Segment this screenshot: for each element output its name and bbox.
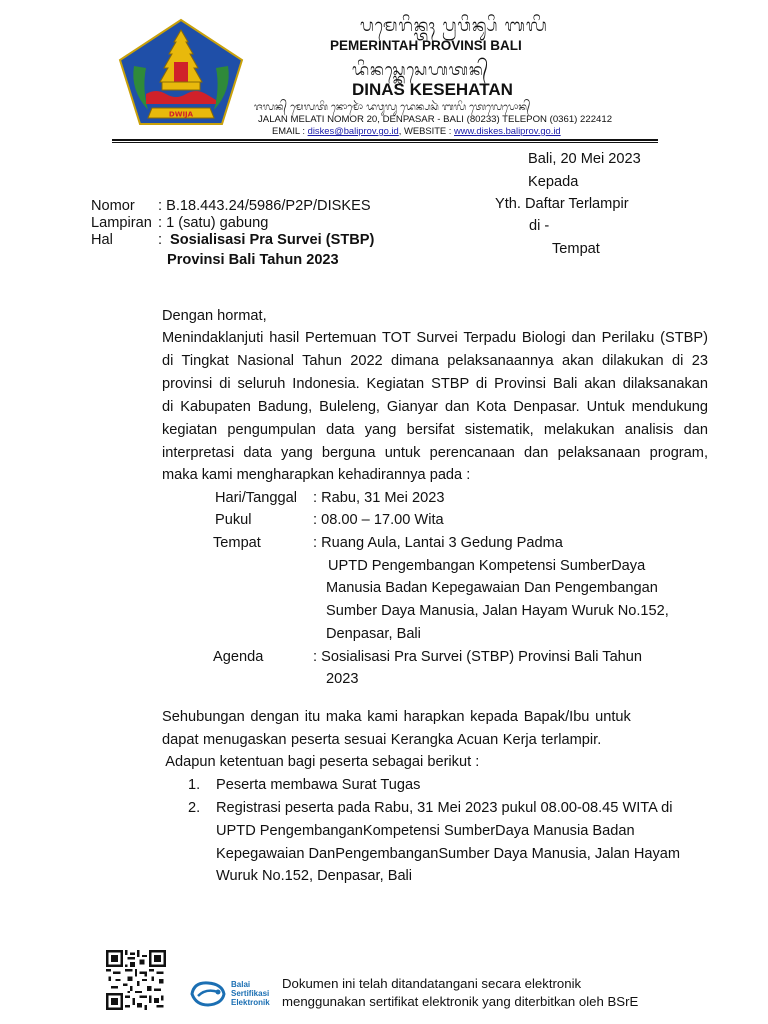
schedule-place-line: Manusia Badan Kepegawaian Dan Pengembangan xyxy=(326,580,658,596)
bsre-logo-icon xyxy=(188,980,228,1008)
schedule-day-value: : Rabu, 31 Mei 2023 xyxy=(313,490,445,506)
letter-date: Bali, 20 Mei 2023 xyxy=(528,151,641,167)
letterhead-divider-thick xyxy=(112,139,658,141)
nomor-label: Nomor xyxy=(91,198,135,214)
schedule-time-label: Pukul xyxy=(215,512,252,528)
body-paragraph-line: maka kami mengharapkan kehadirannya pada : xyxy=(162,467,471,483)
schedule-place-line: : Ruang Aula, Lantai 3 Gedung Padma xyxy=(313,535,563,551)
schedule-agenda-line: : Sosialisasi Pra Survei (STBP) Provinsi Bali Tahun xyxy=(313,649,643,665)
recipient-di: di - xyxy=(529,218,550,234)
list-item-line: Kepegawaian DanPengembanganSumber Daya Manusia, Jalan Hayam xyxy=(216,846,681,862)
schedule-agenda-line: 2023 xyxy=(326,671,359,687)
recipient-kepada: Kepada xyxy=(528,174,579,190)
lampiran-label: Lampiran xyxy=(91,215,152,231)
qr-code-icon xyxy=(106,950,166,1010)
schedule-agenda-label: Agenda xyxy=(213,649,264,665)
body-paragraph-line: di Tingkat Nasional Tahun 2022 dimana pelaksanaannya akan dilakukan di 23 xyxy=(162,353,708,369)
website-label: , WEBSITE : xyxy=(398,125,454,136)
bsre-line: Sertifikasi xyxy=(231,989,270,998)
schedule-place-line: UPTD Pengembangan Kompetensi SumberDaya xyxy=(328,558,646,574)
closing-paragraph-line: Adapun ketentuan bagi peserta sebagai berikut : xyxy=(162,754,480,770)
recipient-place: Tempat xyxy=(552,241,600,257)
schedule-place-line: Denpasar, Bali xyxy=(326,626,421,642)
lampiran-value: : 1 (satu) gabung xyxy=(158,215,269,231)
e-signature-notice-line1: Dokumen ini telah ditandatangani secara elektronik xyxy=(282,976,582,991)
list-item-line: UPTD PengembanganKompetensi SumberDaya Manusia Badan xyxy=(216,823,635,839)
balinese-script-government: ᬧᬫᬾᬭᬶᬦ᭄ᬢᬄ ᬧ᭄ᬭᬯᬶᬦ᭄ᬲᬶ ᬩᬮᬶ xyxy=(360,16,548,36)
balinese-script-address: ᬚᬮᬦ᭄ ᬫᬾᬮᬢᬶ ᬦᭀᬫᭀᬃ ᬤᬯᬸᬮᬸ ᬤᬾᬦ᭄ᬧᬲᬃ ᬩᬮᬶ ᬢᬾᬮᬾᬧᭀᬦ᭄ xyxy=(254,102,531,113)
list-item-number: 2. xyxy=(188,800,201,816)
list-item-number: 1. xyxy=(188,777,201,793)
schedule-place-line: Sumber Daya Manusia, Jalan Hayam Wuruk No.152, xyxy=(326,603,669,619)
list-item-line: Registrasi peserta pada Rabu, 31 Mei 2023 pukul 08.00-08.45 WITA di xyxy=(216,800,673,816)
website-link[interactable]: www.diskes.baliprov.go.id xyxy=(454,125,561,136)
government-name: PEMERINTAH PROVINSI BALI xyxy=(330,38,522,53)
office-name: DINAS KESEHATAN xyxy=(352,80,513,99)
list-item-line: Wuruk No.152, Denpasar, Bali xyxy=(216,868,413,884)
balinese-script-office: ᬤᬶᬦᬲ᭄ᬓᬾᬲᬾᬳᬢᬦ᭄ xyxy=(352,60,490,79)
email-link[interactable]: diskes@baliprov.go.id xyxy=(307,125,399,136)
body-paragraph-line: provinsi di seluruh Indonesia. Kegiatan STBP di Provinsi Bali akan dilaksanakan xyxy=(162,376,708,392)
schedule-day-label: Hari/Tanggal xyxy=(215,490,297,506)
email-label: EMAIL : xyxy=(272,125,308,136)
nomor-value: : B.18.443.24/5986/P2P/DISKES xyxy=(158,198,371,214)
hal-subject-line1: Sosialisasi Pra Survei (STBP) xyxy=(170,232,375,248)
body-paragraph-line: Menindaklanjuti hasil Pertemuan TOT Survei Terpadu Biologi dan Perilaku (STBP) xyxy=(162,330,708,346)
body-paragraph-line: di Kabupaten Badung, Buleleng, Gianyar dan Kota Denpasar. Untuk mendukung xyxy=(162,399,708,415)
contact-line xyxy=(272,125,561,136)
letterhead-divider-thin xyxy=(112,142,658,143)
greeting: Dengan hormat, xyxy=(162,308,267,324)
hal-subject-line2: Provinsi Bali Tahun 2023 xyxy=(167,252,339,268)
list-item-line: Peserta membawa Surat Tugas xyxy=(216,777,421,793)
body-paragraph-line: kegiatan pengumpulan data yang bersifat sistematik, melakukan analisis dan xyxy=(162,422,708,438)
schedule-place-label: Tempat xyxy=(213,535,261,551)
bsre-line: Balai xyxy=(231,980,251,989)
hal-label: Hal xyxy=(91,232,113,248)
office-address: JALAN MELATI NOMOR 20, DENPASAR - BALI (80233) TELEPON (0361) 222412 xyxy=(258,114,613,125)
e-signature-notice-line2: menggunakan sertifikat elektronik yang diterbitkan oleh BSrE xyxy=(282,994,639,1009)
closing-paragraph-line: dapat menugaskan peserta sesuai Kerangka Acuan Kerja terlampir. xyxy=(162,732,602,748)
hal-colon: : xyxy=(158,232,163,248)
bali-province-emblem xyxy=(116,18,246,128)
closing-paragraph-line: Sehubungan dengan itu maka kami harapkan kepada Bapak/Ibu untuk xyxy=(162,709,631,725)
recipient-yth: Yth. Daftar Terlampir xyxy=(495,196,629,212)
bsre-line: Elektronik xyxy=(231,998,270,1007)
bsre-wordmark xyxy=(231,980,270,1007)
body-paragraph-line: interpretasi data yang berguna untuk perencanaan dan pelaksanaan program, xyxy=(162,445,708,461)
logo-motto: DWIJA xyxy=(168,110,194,119)
schedule-time-value: : 08.00 – 17.00 Wita xyxy=(313,512,444,528)
